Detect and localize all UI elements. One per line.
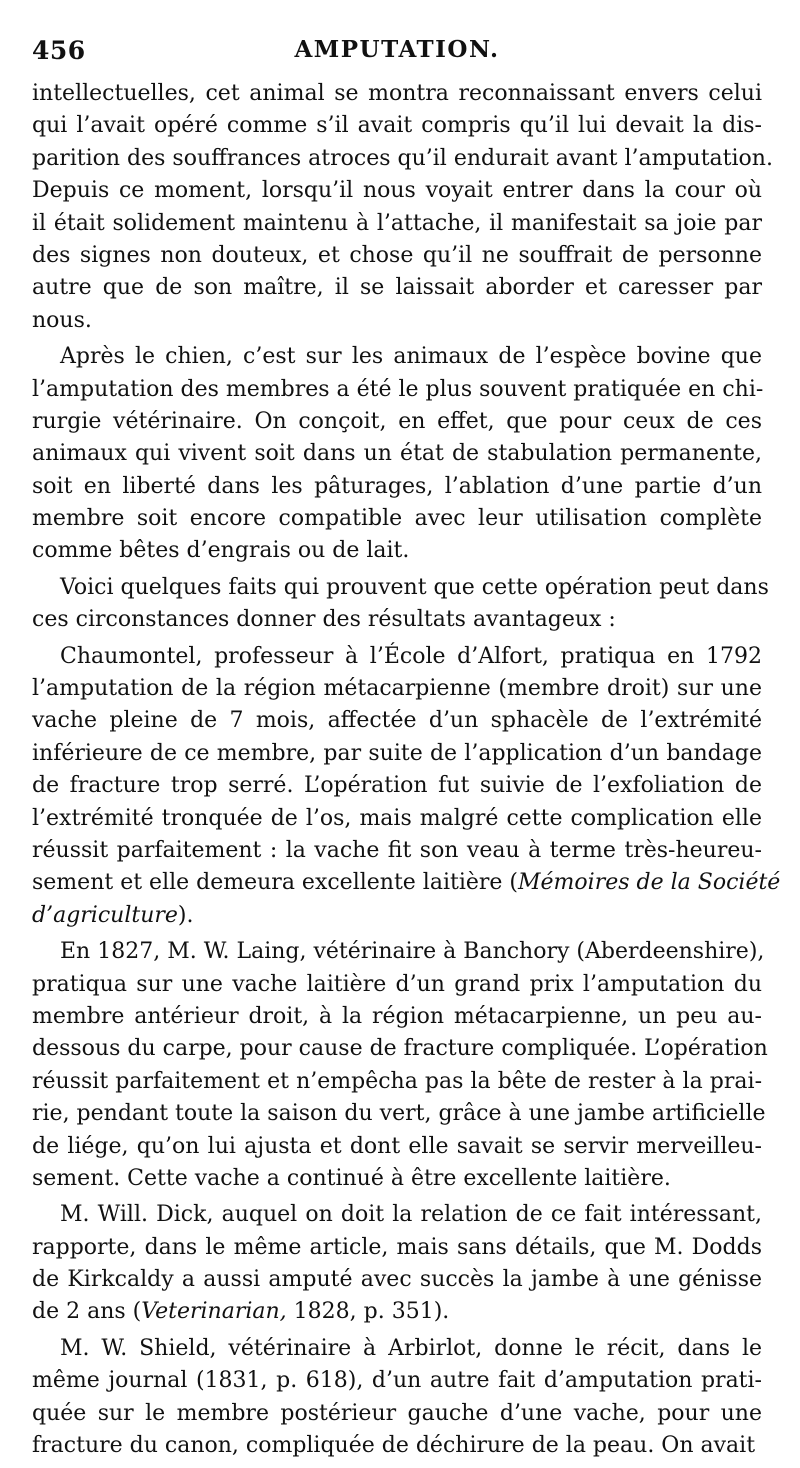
paragraph [32,1333,762,1463]
text-line: quée sur le membre postérieur gauche d’une vache, pour une [32,1400,762,1426]
text-line: M. Will. Dick, auquel on doit la relation de ce fait intéressant, [60,1202,762,1228]
paragraph [32,936,768,1195]
page-number: 456 [32,36,86,65]
text-line: membre soit encore compatible avec leur utilisation complète [32,506,762,532]
text-line: ces circonstances donner des résultats avantageux : [32,607,616,633]
text-line: animaux qui vivent soit dans un état de stabulation permanente, [32,441,762,467]
text-line: des signes non douteux, et chose qu’il ne souffrait de personne [32,242,762,268]
text-line: inférieure de ce membre, par suite de l’application d’un bandage [32,740,762,766]
running-head: AMPUTATION. [294,36,500,63]
text-line: pratiqua sur une vache laitière d’un grand prix l’amputation du [32,971,762,997]
text-line: rurgie vétérinaire. On conçoit, en effet, que pour ceux de ces [32,408,762,434]
text-line: Depuis ce moment, lorsqu’il nous voyait entrer dans la cour où [32,178,762,204]
paragraph [32,341,762,568]
text-line: Chaumontel, professeur à l’École d’Alfort, pratiqua en 1792 [60,643,762,669]
paragraph [32,572,769,637]
paragraph [32,641,781,933]
text-line: l’amputation des membres a été le plus souvent pratiquée en chi- [32,376,764,402]
text-line: sement et elle demeura excellente laitière (Mémoires de la Société [32,870,781,896]
text-line: dessous du carpe, pour cause de fracture compliquée. L’opération [32,1036,768,1062]
body-text [32,78,781,1462]
text-line: l’amputation de la région métacarpienne (membre droit) sur une [32,676,762,702]
text-line: rapporte, dans le même article, mais sans détails, que M. Dodds [32,1234,762,1260]
paragraph [32,1199,762,1329]
text-line: d’agriculture). [32,902,194,928]
text-line: autre que de son maître, il se laissait aborder et caresser par [32,275,762,301]
page-header [32,30,762,78]
text-line: de 2 ans (Veterinarian, 1828, p. 351). [32,1299,450,1325]
text-line: sement. Cette vache a continué à être excellente laitière. [32,1165,671,1191]
text-line: de liége, qu’on lui ajusta et dont elle savait se servir merveilleu- [32,1133,762,1159]
text-line: Après le chien, c’est sur les animaux de l’espèce bovine que [60,344,762,370]
text-line: soit en liberté dans les pâturages, l’ablation d’une partie d’un [32,473,762,499]
text-line: membre antérieur droit, à la région métacarpienne, un peu au- [32,1003,762,1029]
text-line: comme bêtes d’engrais ou de lait. [32,538,410,564]
text-line: réussit parfaitement : la vache fit son veau à terme très-heureu- [32,837,762,863]
text-line: il était solidement maintenu à l’attache, il manifestait sa joie par [32,210,762,236]
text-line: de fracture trop serré. L’opération fut suivie de l’exfoliation de [32,773,762,799]
text-line: M. W. Shield, vétérinaire à Arbirlot, donne le récit, dans le [60,1335,762,1361]
text-line: En 1827, M. W. Laing, vétérinaire à Banchory (Aberdeenshire), [60,939,765,965]
text-line: vache pleine de 7 mois, affectée d’un sphacèle de l’extrémité [32,708,762,734]
text-line: intellectuelles, cet animal se montra reconnaissant envers celui [32,81,762,106]
text-line: fracture du canon, compliquée de déchirure de la peau. On avait [32,1433,756,1459]
text-line: Voici quelques faits qui prouvent que cette opération peut dans [60,574,769,600]
paragraph [32,78,773,337]
text-line: qui l’avait opéré comme s’il avait compris qu’il lui devait la dis- [32,113,762,139]
text-line: l’extrémité tronquée de l’os, mais malgré cette complication elle [32,805,762,831]
text-line: nous. [32,307,92,333]
text-line: parition des souffrances atroces qu’il endurait avant l’amputation. [32,145,773,171]
text-line: de Kirkcaldy a aussi amputé avec succès la jambe à une génisse [32,1267,762,1293]
text-line: même journal (1831, p. 618), d’un autre fait d’amputation prati- [32,1368,762,1394]
text-line: rie, pendant toute la saison du vert, grâce à une jambe artificielle [32,1101,766,1127]
text-line: réussit parfaitement et n’empêcha pas la bête de rester à la prai- [32,1068,762,1094]
